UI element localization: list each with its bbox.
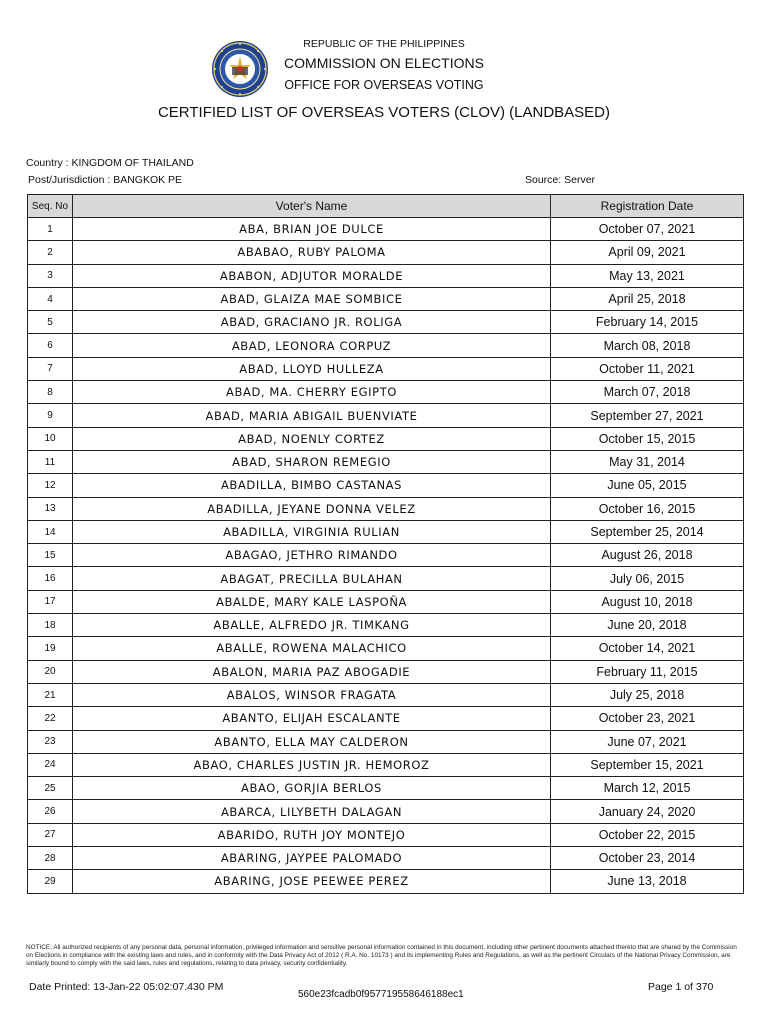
column-header-date: Registration Date xyxy=(551,195,744,218)
table-row xyxy=(28,287,744,310)
seq-cell: 17 xyxy=(28,590,73,613)
registration-date-cell: January 24, 2020 xyxy=(551,800,744,823)
voter-name-cell: ABALLE, ROWENA MALACHICO xyxy=(73,637,551,660)
registration-date-cell: October 23, 2021 xyxy=(551,707,744,730)
table-row xyxy=(28,777,744,800)
seq-cell: 26 xyxy=(28,800,73,823)
registration-date-cell: June 05, 2015 xyxy=(551,474,744,497)
voter-name-cell: ABADILLA, VIRGINIA RULIAN xyxy=(73,520,551,543)
table-body xyxy=(28,218,744,894)
seq-cell: 5 xyxy=(28,311,73,334)
voter-name-cell: ABABAO, RUBY PALOMA xyxy=(73,241,551,264)
seq-cell: 1 xyxy=(28,218,73,241)
table-row xyxy=(28,660,744,683)
seq-cell: 14 xyxy=(28,520,73,543)
registration-date-cell: August 10, 2018 xyxy=(551,590,744,613)
seq-cell: 28 xyxy=(28,847,73,870)
table-row xyxy=(28,450,744,473)
registration-date-cell: June 13, 2018 xyxy=(551,870,744,893)
voter-name-cell: ABARIDO, RUTH JOY MONTEJO xyxy=(73,823,551,846)
voter-name-cell: ABADILLA, BIMBO CASTANAS xyxy=(73,474,551,497)
table-row xyxy=(28,800,744,823)
column-header-name: Voter's Name xyxy=(73,195,551,218)
registration-date-cell: October 16, 2015 xyxy=(551,497,744,520)
post-jurisdiction-label: Post/Jurisdiction : BANGKOK PE xyxy=(28,174,183,186)
voter-name-cell: ABA, BRIAN JOE DULCE xyxy=(73,218,551,241)
voter-name-cell: ABAO, GORJIA BERLOS xyxy=(73,777,551,800)
seq-cell: 29 xyxy=(28,870,73,893)
table-row xyxy=(28,334,744,357)
table-row xyxy=(28,544,744,567)
table-header-row xyxy=(28,195,744,218)
voter-name-cell: ABAGAT, PRECILLA BULAHAN xyxy=(73,567,551,590)
registration-date-cell: October 14, 2021 xyxy=(551,637,744,660)
voter-name-cell: ABAD, GRACIANO JR. ROLIGA xyxy=(73,311,551,334)
table-row xyxy=(28,264,744,287)
table-row xyxy=(28,357,744,380)
table-row xyxy=(28,381,744,404)
voter-name-cell: ABALOS, WINSOR FRAGATA xyxy=(73,683,551,706)
registration-date-cell: August 26, 2018 xyxy=(551,544,744,567)
voter-name-cell: ABALON, MARIA PAZ ABOGADIE xyxy=(73,660,551,683)
table-row xyxy=(28,847,744,870)
voter-name-cell: ABADILLA, JEYANE DONNA VELEZ xyxy=(73,497,551,520)
seq-cell: 2 xyxy=(28,241,73,264)
commission-heading: COMMISSION ON ELECTIONS xyxy=(284,55,484,71)
table-row xyxy=(28,404,744,427)
registration-date-cell: March 12, 2015 xyxy=(551,777,744,800)
table-row xyxy=(28,753,744,776)
voter-name-cell: ABARCA, LILYBETH DALAGAN xyxy=(73,800,551,823)
registration-date-cell: September 25, 2014 xyxy=(551,520,744,543)
seq-cell: 22 xyxy=(28,707,73,730)
voter-name-cell: ABAD, MA. CHERRY EGIPTO xyxy=(73,381,551,404)
registration-date-cell: April 25, 2018 xyxy=(551,287,744,310)
seq-cell: 27 xyxy=(28,823,73,846)
document-title: CERTIFIED LIST OF OVERSEAS VOTERS (CLOV) (LANDBASED) xyxy=(157,104,611,121)
registration-date-cell: October 15, 2015 xyxy=(551,427,744,450)
registration-date-cell: October 07, 2021 xyxy=(551,218,744,241)
voter-name-cell: ABARING, JOSE PEEWEE PEREZ xyxy=(73,870,551,893)
voter-name-cell: ABABON, ADJUTOR MORALDE xyxy=(73,264,551,287)
registration-date-cell: March 08, 2018 xyxy=(551,334,744,357)
voter-name-cell: ABANTO, ELLA MAY CALDERON xyxy=(73,730,551,753)
registration-date-cell: September 15, 2021 xyxy=(551,753,744,776)
date-printed: Date Printed: 13-Jan-22 05:02:07.430 PM xyxy=(29,981,224,993)
table-row xyxy=(28,427,744,450)
voter-name-cell: ABALDE, MARY KALE LASPOÑA xyxy=(73,590,551,613)
voters-table xyxy=(27,194,744,894)
document-hash: 560e23fcadb0f957719558646188ec1 xyxy=(298,989,464,1000)
registration-date-cell: April 09, 2021 xyxy=(551,241,744,264)
seq-cell: 24 xyxy=(28,753,73,776)
seq-cell: 7 xyxy=(28,357,73,380)
privacy-notice: NOTICE: All authorized recipients of any personal data, personal information, privileged information and sensitive personal information contained in this document, including other pertinent documents attached thereto that are shared by the Commission on Elections in compliance with the existing laws and rules, and in conformity with the Data Privacy Act of 2012 ( R.A. No. 10173 ) and its implementing Rules and Regulations, as well as the pertinent Circulars of the National Privacy Commission, are similarly bound to comply with the said laws, rules and regulations, relating to data privacy, security confidentiality. xyxy=(26,944,737,968)
seq-cell: 21 xyxy=(28,683,73,706)
table-row xyxy=(28,823,744,846)
table-row xyxy=(28,870,744,893)
office-heading: OFFICE FOR OVERSEAS VOTING xyxy=(284,78,484,92)
country-label: Country : KINGDOM OF THAILAND xyxy=(26,157,194,169)
voter-name-cell: ABARING, JAYPEE PALOMADO xyxy=(73,847,551,870)
seq-cell: 10 xyxy=(28,427,73,450)
seq-cell: 3 xyxy=(28,264,73,287)
voter-name-cell: ABAD, SHARON REMEGIO xyxy=(73,450,551,473)
republic-heading: REPUBLIC OF THE PHILIPPINES xyxy=(303,38,465,50)
voter-name-cell: ABAD, MARIA ABIGAIL BUENVIATE xyxy=(73,404,551,427)
voter-name-cell: ABALLE, ALFREDO JR. TIMKANG xyxy=(73,614,551,637)
registration-date-cell: June 07, 2021 xyxy=(551,730,744,753)
seq-cell: 18 xyxy=(28,614,73,637)
registration-date-cell: February 14, 2015 xyxy=(551,311,744,334)
seq-cell: 20 xyxy=(28,660,73,683)
seq-cell: 8 xyxy=(28,381,73,404)
table-row xyxy=(28,707,744,730)
registration-date-cell: March 07, 2018 xyxy=(551,381,744,404)
voter-name-cell: ABAD, LEONORA CORPUZ xyxy=(73,334,551,357)
seq-cell: 6 xyxy=(28,334,73,357)
registration-date-cell: October 22, 2015 xyxy=(551,823,744,846)
seq-cell: 9 xyxy=(28,404,73,427)
voter-name-cell: ABAD, LLOYD HULLEZA xyxy=(73,357,551,380)
table-row xyxy=(28,614,744,637)
seq-cell: 23 xyxy=(28,730,73,753)
table-row xyxy=(28,474,744,497)
registration-date-cell: September 27, 2021 xyxy=(551,404,744,427)
registration-date-cell: June 20, 2018 xyxy=(551,614,744,637)
table-row xyxy=(28,730,744,753)
table-row xyxy=(28,683,744,706)
voter-name-cell: ABANTO, ELIJAH ESCALANTE xyxy=(73,707,551,730)
seq-cell: 12 xyxy=(28,474,73,497)
seq-cell: 4 xyxy=(28,287,73,310)
table-row xyxy=(28,637,744,660)
registration-date-cell: May 13, 2021 xyxy=(551,264,744,287)
seq-cell: 11 xyxy=(28,450,73,473)
table-row xyxy=(28,241,744,264)
source-label: Source: Server xyxy=(525,174,596,186)
table-row xyxy=(28,497,744,520)
column-header-seq: Seq. No xyxy=(28,195,73,218)
registration-date-cell: July 06, 2015 xyxy=(551,567,744,590)
seq-cell: 13 xyxy=(28,497,73,520)
registration-date-cell: July 25, 2018 xyxy=(551,683,744,706)
registration-date-cell: February 11, 2015 xyxy=(551,660,744,683)
registration-date-cell: October 23, 2014 xyxy=(551,847,744,870)
registration-date-cell: October 11, 2021 xyxy=(551,357,744,380)
seq-cell: 16 xyxy=(28,567,73,590)
table-row xyxy=(28,590,744,613)
table-row xyxy=(28,218,744,241)
table-row xyxy=(28,567,744,590)
voter-name-cell: ABAD, NOENLY CORTEZ xyxy=(73,427,551,450)
seq-cell: 19 xyxy=(28,637,73,660)
voter-name-cell: ABAO, CHARLES JUSTIN JR. HEMOROZ xyxy=(73,753,551,776)
voter-name-cell: ABAD, GLAIZA MAE SOMBICE xyxy=(73,287,551,310)
table-row xyxy=(28,520,744,543)
seq-cell: 25 xyxy=(28,777,73,800)
voter-name-cell: ABAGAO, JETHRO RIMANDO xyxy=(73,544,551,567)
seq-cell: 15 xyxy=(28,544,73,567)
registration-date-cell: May 31, 2014 xyxy=(551,450,744,473)
table-row xyxy=(28,311,744,334)
page-number: Page 1 of 370 xyxy=(648,981,714,993)
